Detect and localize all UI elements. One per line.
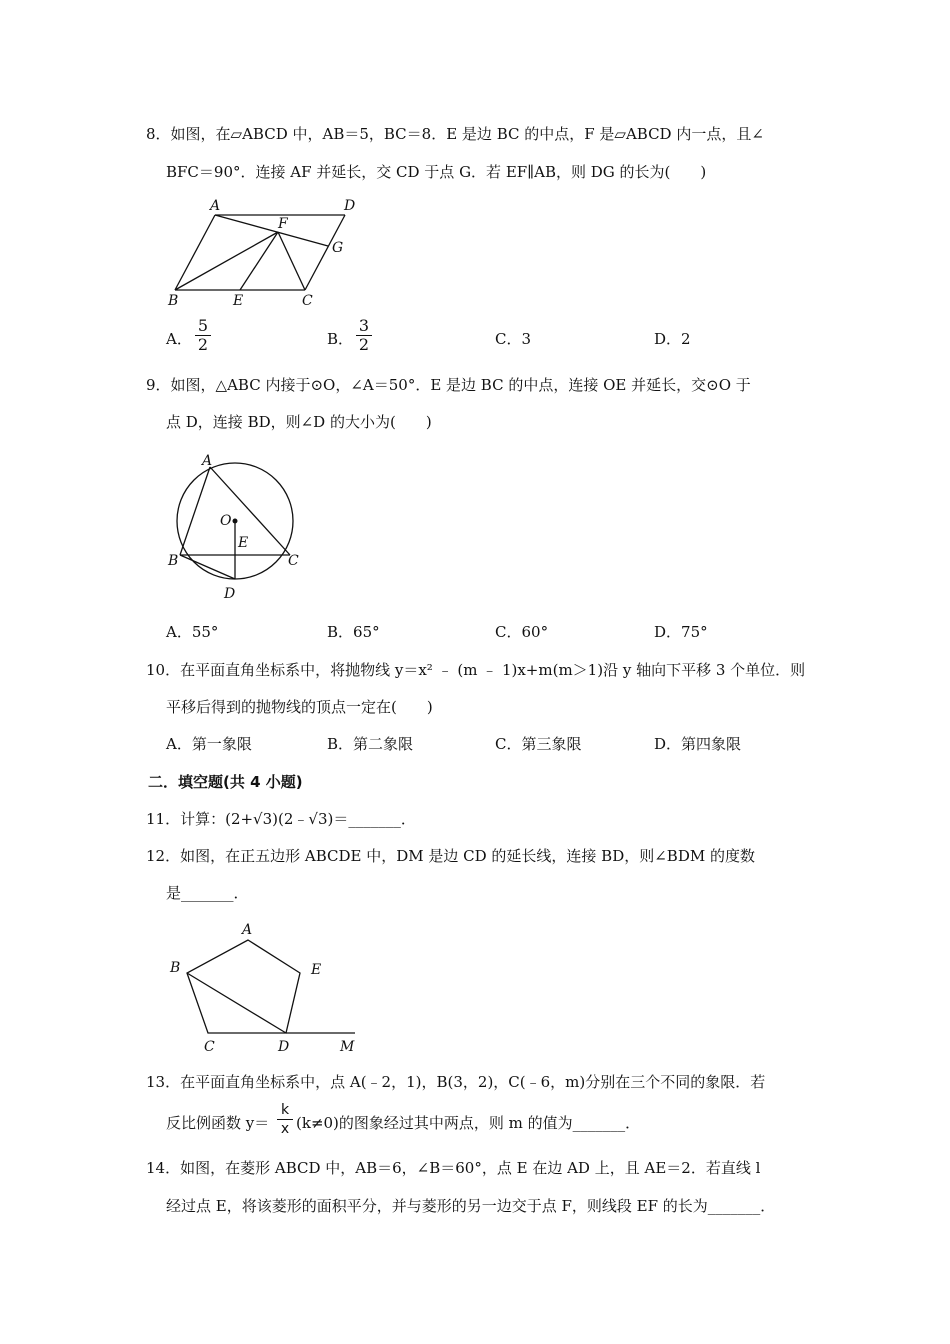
- q12-line1: 12．如图，在正五边形 ABCDE 中，DM 是边 CD 的延长线，连接 BD，则∠BDM 的度数: [146, 847, 755, 865]
- q12-label-d: D: [278, 1039, 290, 1055]
- q8-option-b-den: 2: [358, 335, 370, 354]
- q9-option-c: C．60°: [495, 623, 549, 641]
- q13-line1: 13．在平面直角坐标系中，点 A(﹣2，1)，B(3，2)，C(﹣6，m)分别在三个不同的象限．若: [146, 1073, 766, 1091]
- q8-option-b-fraction: [356, 318, 372, 353]
- q10-line2: 平移后得到的抛物线的顶点一定在( ): [166, 698, 433, 716]
- q9-option-b: B．65°: [327, 623, 380, 641]
- q12-label-m: M: [340, 1039, 355, 1055]
- q8-option-b-num: 3: [358, 316, 370, 335]
- q8-figure-parallelogram: [160, 190, 370, 315]
- q8-label-f: F: [278, 216, 288, 232]
- q13-line2-pre: 反比例函数 y＝: [166, 1114, 270, 1132]
- q8-label-d: D: [344, 198, 356, 214]
- q10-option-b: B．第二象限: [327, 735, 414, 753]
- q9-line2: 点 D，连接 BD，则∠D 的大小为( ): [166, 413, 432, 431]
- q12-label-a: A: [242, 922, 253, 938]
- q12-figure-pentagon: [160, 915, 370, 1060]
- q10-option-c: C．第三象限: [495, 735, 582, 753]
- q8-option-c: C．3: [495, 330, 532, 348]
- q12-line2: 是_______．: [166, 884, 249, 902]
- q9-option-a: A．55°: [166, 623, 219, 641]
- q8-option-b-label: B．: [327, 330, 354, 348]
- q9-figure-circle: [160, 445, 310, 605]
- q10-line1: 10．在平面直角坐标系中，将抛物线 y＝x² ﹣ (m ﹣ 1)x+m(m＞1)沿 y 轴向下平移 3 个单位．则: [146, 661, 806, 679]
- q13-fraction: [277, 1102, 293, 1137]
- q9-label-a: A: [202, 453, 213, 469]
- q8-option-d: D．2: [654, 330, 691, 348]
- q12-label-b: B: [170, 960, 181, 976]
- q9-label-b: B: [168, 553, 179, 569]
- q14-line1: 14．如图，在菱形 ABCD 中，AB＝6，∠B＝60°，点 E 在边 AD 上，且 AE＝2．若直线 l: [146, 1159, 761, 1177]
- q8-label-b: B: [168, 293, 179, 309]
- q12-label-c: C: [204, 1039, 215, 1055]
- q14-line2: 经过点 E，将该菱形的面积平分，并与菱形的另一边交于点 F，则线段 EF 的长为_______．: [166, 1197, 776, 1215]
- q8-label-a: A: [210, 198, 221, 214]
- section-2-heading: 二．填空题(共 4 小题): [148, 773, 303, 791]
- q8-label-g: G: [332, 240, 344, 256]
- q10-option-a: A．第一象限: [166, 735, 252, 753]
- q9-label-c: C: [288, 553, 299, 569]
- q9-label-d: D: [224, 586, 236, 602]
- q13-line2-post: (k≠0)的图象经过其中两点，则 m 的值为_______．: [296, 1114, 641, 1132]
- q9-label-e: E: [238, 535, 249, 551]
- q8-option-a-den: 2: [197, 335, 209, 354]
- q11-line1: 11．计算：(2+√3)(2﹣√3)＝_______．: [146, 810, 416, 828]
- q8-option-a-num: 5: [197, 316, 209, 335]
- q8-line2: BFC＝90°．连接 AF 并延长，交 CD 于点 G．若 EF∥AB，则 DG 的长为( ): [166, 163, 707, 181]
- q8-line1: 8．如图，在▱ABCD 中，AB＝5，BC＝8．E 是边 BC 的中点，F 是▱ABCD 内一点，且∠: [146, 125, 764, 143]
- q9-label-o: O: [220, 513, 232, 529]
- q8-option-a-label: A．: [166, 330, 192, 348]
- q8-label-c: C: [302, 293, 313, 309]
- q13-fraction-num: k: [280, 1102, 290, 1118]
- q13-fraction-den: x: [280, 1121, 290, 1137]
- q9-option-d: D．75°: [654, 623, 708, 641]
- q9-line1: 9．如图，△ABC 内接于⊙O，∠A＝50°．E 是边 BC 的中点，连接 OE 并延长，交⊙O 于: [146, 376, 751, 394]
- q8-label-e: E: [233, 293, 244, 309]
- q12-label-e: E: [311, 962, 322, 978]
- q8-option-a-fraction: [195, 318, 211, 353]
- q10-option-d: D．第四象限: [654, 735, 742, 753]
